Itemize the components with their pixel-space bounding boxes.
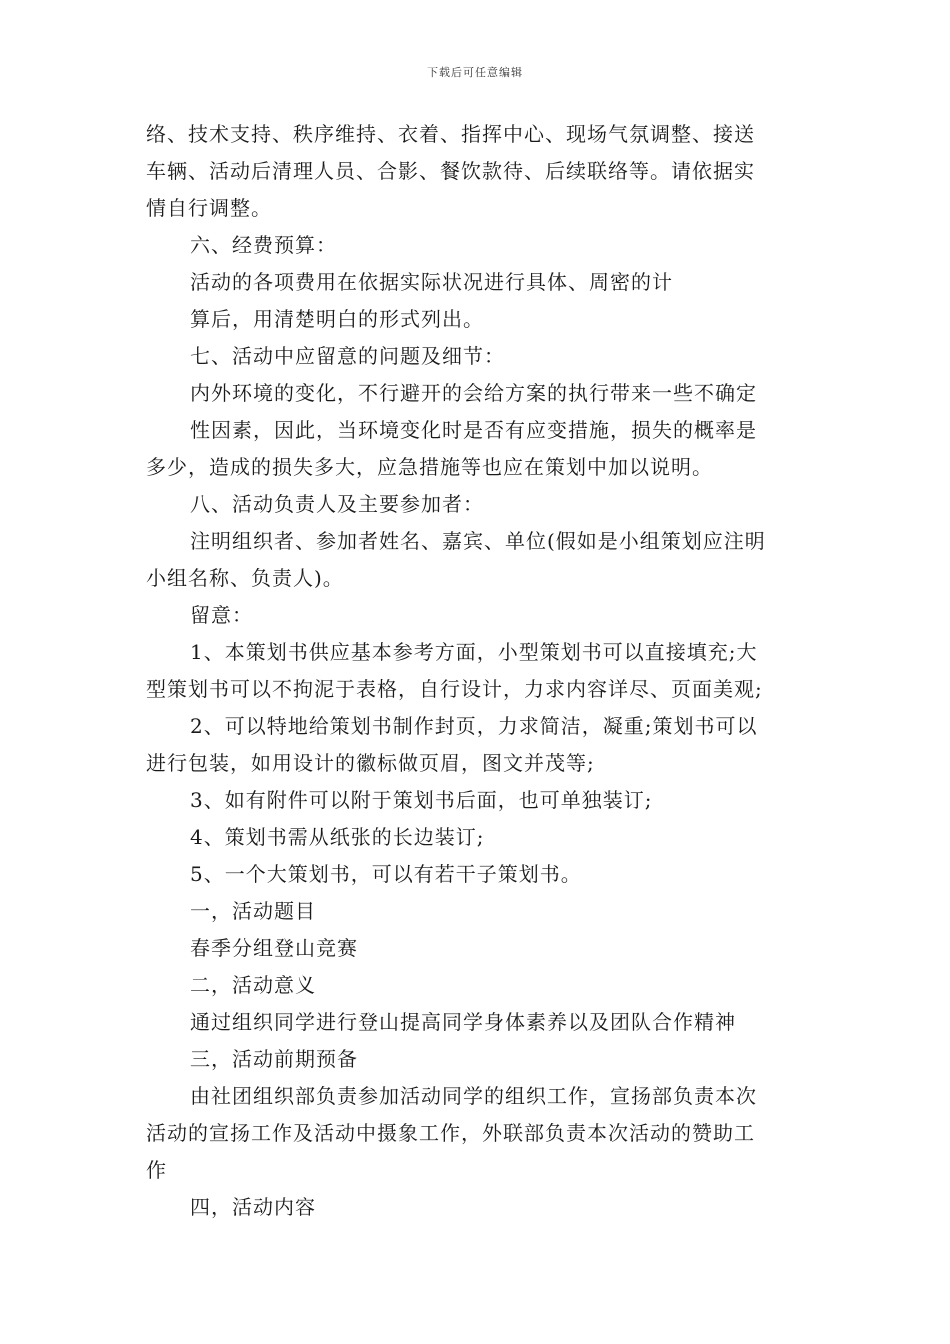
- paragraph-line: 车辆、活动后清理人员、合影、餐饮款待、后续联络等。请依据实: [146, 159, 755, 183]
- section-heading-content: 四，活动内容: [190, 1195, 316, 1219]
- paragraph-line: 络、技术支持、秩序维持、衣着、指挥中心、现场气氛调整、接送: [146, 122, 755, 146]
- paragraph-line: 算后，用清楚明白的形式列出。: [190, 307, 484, 331]
- list-item: 进行包装，如用设计的徽标做页眉，图文并茂等;: [146, 751, 595, 775]
- list-item: 1、本策划书供应基本参考方面，小型策划书可以直接填充;大: [190, 640, 758, 664]
- section-heading-notes: 七、活动中应留意的问题及细节：: [190, 344, 505, 368]
- paragraph-line: 通过组织同学进行登山提高同学身体素养以及团队合作精神: [190, 1010, 736, 1034]
- paragraph-line: 性因素，因此，当环境变化时是否有应变措施，损失的概率是: [190, 418, 757, 442]
- paragraph-line: 活动的宣扬工作及活动中摄象工作，外联部负责本次活动的赞助工: [146, 1121, 755, 1145]
- page-header: 下载后可任意编辑: [427, 66, 523, 79]
- section-heading-budget: 六、经费预算：: [190, 233, 337, 257]
- section-heading-people: 八、活动负责人及主要参加者：: [190, 492, 484, 516]
- section-heading-title: 一，活动题目: [190, 899, 316, 923]
- list-item: 3、如有附件可以附于策划书后面，也可单独装订;: [190, 788, 653, 812]
- list-item: 型策划书可以不拘泥于表格，自行设计，力求内容详尽、页面美观;: [146, 677, 763, 701]
- list-item: 4、策划书需从纸张的长边装订;: [190, 825, 485, 849]
- paragraph-line: 作: [146, 1158, 167, 1182]
- section-heading-preparation: 三，活动前期预备: [190, 1047, 358, 1071]
- paragraph-line: 由社团组织部负责参加活动同学的组织工作，宣扬部负责本次: [190, 1084, 757, 1108]
- section-heading-meaning: 二，活动意义: [190, 973, 316, 997]
- paragraph-line: 情自行调整。: [146, 196, 272, 220]
- paragraph-line: 活动的各项费用在依据实际状况进行具体、周密的计: [190, 270, 673, 294]
- paragraph-line: 春季分组登山竞赛: [190, 936, 358, 960]
- section-heading-attention: 留意：: [190, 603, 253, 627]
- paragraph-line: 内外环境的变化，不行避开的会给方案的执行带来一些不确定: [190, 381, 757, 405]
- list-item: 5、一个大策划书，可以有若干子策划书。: [190, 862, 582, 886]
- paragraph-line: 多少，造成的损失多大，应急措施等也应在策划中加以说明。: [146, 455, 713, 479]
- document-body: [146, 116, 812, 1226]
- paragraph-line: 注明组织者、参加者姓名、嘉宾、单位(假如是小组策划应注明: [190, 529, 766, 553]
- list-item: 2、可以特地给策划书制作封页，力求简洁，凝重;策划书可以: [190, 714, 758, 738]
- paragraph-line: 小组名称、负责人)。: [146, 566, 344, 590]
